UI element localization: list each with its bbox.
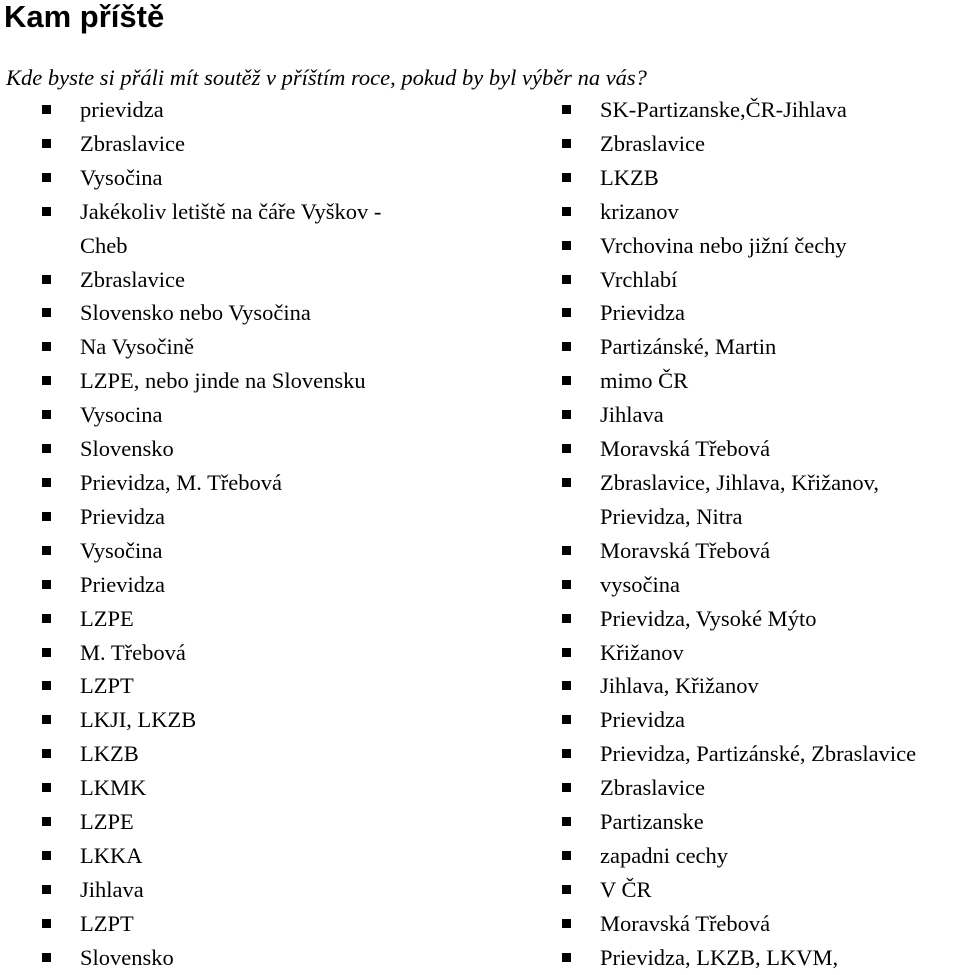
square-bullet-icon xyxy=(42,308,51,317)
square-bullet-icon xyxy=(562,953,571,962)
answer-item xyxy=(520,161,960,195)
square-bullet-icon xyxy=(562,715,571,724)
square-bullet-icon xyxy=(42,139,51,148)
square-bullet-icon xyxy=(42,715,51,724)
answer-text: Cheb xyxy=(80,232,128,258)
answer-text: Prievidza, M. Třebová xyxy=(80,469,283,495)
answer-item xyxy=(520,568,960,602)
square-bullet-icon xyxy=(42,478,51,487)
answer-text: Vysočina xyxy=(80,537,163,563)
square-bullet-icon xyxy=(42,376,51,385)
square-bullet-icon xyxy=(42,546,51,555)
answer-item xyxy=(520,127,960,161)
answer-item xyxy=(0,941,460,975)
answer-item xyxy=(520,703,960,737)
answers-list-left xyxy=(0,93,460,975)
answer-item xyxy=(0,500,460,534)
square-bullet-icon xyxy=(562,919,571,928)
square-bullet-icon xyxy=(42,817,51,826)
answer-text: LKKA xyxy=(80,842,143,868)
answer-item xyxy=(520,839,960,873)
square-bullet-icon xyxy=(562,614,571,623)
answer-text: Prievidza xyxy=(80,503,165,529)
answer-text: Prievidza xyxy=(600,300,685,326)
answer-item xyxy=(520,432,960,466)
answer-text: LZPT xyxy=(80,673,134,699)
answer-text: M. Třebová xyxy=(80,639,186,665)
square-bullet-icon xyxy=(562,241,571,250)
survey-question: Kde byste si přáli mít soutěž v příštím roce, pokud by byl výběr na vás? xyxy=(6,65,647,90)
answer-text: LKZB xyxy=(80,741,139,767)
answer-item xyxy=(520,364,960,398)
square-bullet-icon xyxy=(562,308,571,317)
square-bullet-icon xyxy=(42,342,51,351)
square-bullet-icon xyxy=(562,580,571,589)
answer-item xyxy=(0,127,460,161)
answer-text: Moravská Třebová xyxy=(600,910,771,936)
square-bullet-icon xyxy=(562,207,571,216)
answer-text: Prievidza, Vysoké Mýto xyxy=(600,605,817,631)
answer-text: Vysocina xyxy=(80,402,163,428)
answer-text: Prievidza xyxy=(80,571,165,597)
answer-item xyxy=(0,296,460,330)
square-bullet-icon xyxy=(42,173,51,182)
answer-item xyxy=(0,466,460,500)
answer-text: Prievidza, Nitra xyxy=(600,503,743,529)
answer-text: Jihlava xyxy=(600,402,664,428)
square-bullet-icon xyxy=(42,749,51,758)
answer-text: LZPE xyxy=(80,605,134,631)
answer-text: Slovensko xyxy=(80,944,174,970)
answer-item-continuation xyxy=(0,229,460,263)
answer-item xyxy=(520,93,960,127)
answer-text: Zbraslavice xyxy=(80,266,185,292)
answer-item xyxy=(520,771,960,805)
answer-item xyxy=(520,534,960,568)
square-bullet-icon xyxy=(562,783,571,792)
square-bullet-icon xyxy=(42,444,51,453)
answer-text: Zbraslavice xyxy=(80,130,185,156)
answer-item xyxy=(0,703,460,737)
answer-text: krizanov xyxy=(600,198,679,224)
answer-text: Zbraslavice xyxy=(600,130,705,156)
answer-text: Křižanov xyxy=(600,639,684,665)
answer-text: Partizanske xyxy=(600,809,704,835)
square-bullet-icon xyxy=(562,648,571,657)
answer-item xyxy=(520,466,960,500)
answer-text: Prievidza, Partizánské, Zbraslavice xyxy=(600,741,917,767)
answer-item xyxy=(520,195,960,229)
answer-text: Slovensko xyxy=(80,436,174,462)
answer-text: SK-Partizanske,ČR-Jihlava xyxy=(600,97,847,122)
square-bullet-icon xyxy=(42,851,51,860)
answer-item xyxy=(0,93,460,127)
square-bullet-icon xyxy=(42,953,51,962)
answer-item xyxy=(0,839,460,873)
square-bullet-icon xyxy=(562,885,571,894)
answer-item xyxy=(0,432,460,466)
answer-item xyxy=(0,364,460,398)
square-bullet-icon xyxy=(562,749,571,758)
square-bullet-icon xyxy=(562,478,571,487)
square-bullet-icon xyxy=(562,817,571,826)
answer-item xyxy=(0,737,460,771)
answer-item xyxy=(520,602,960,636)
square-bullet-icon xyxy=(42,207,51,216)
answer-text: vysočina xyxy=(600,571,680,597)
answer-text: prievidza xyxy=(80,97,164,122)
square-bullet-icon xyxy=(42,681,51,690)
answer-text: Jakékoliv letiště na čáře Vyškov - xyxy=(80,198,382,224)
answer-item xyxy=(0,669,460,703)
answer-item xyxy=(0,330,460,364)
answer-item xyxy=(520,873,960,907)
answer-text: Partizánské, Martin xyxy=(600,334,777,360)
answer-text: Vrchlabí xyxy=(600,266,678,292)
answer-text: Slovensko nebo Vysočina xyxy=(80,300,311,326)
answer-text: LZPT xyxy=(80,910,134,936)
answer-item xyxy=(0,907,460,941)
answer-text: Prievidza xyxy=(600,707,685,733)
answer-item xyxy=(520,669,960,703)
answer-text: Zbraslavice xyxy=(600,775,705,801)
square-bullet-icon xyxy=(42,580,51,589)
answer-text: LKJI, LKZB xyxy=(80,707,197,733)
square-bullet-icon xyxy=(42,410,51,419)
answer-item xyxy=(520,941,960,975)
answer-item xyxy=(0,568,460,602)
square-bullet-icon xyxy=(42,105,51,114)
answer-item xyxy=(520,263,960,297)
answer-item xyxy=(0,161,460,195)
answer-text: zapadni cechy xyxy=(600,842,729,868)
answer-item xyxy=(520,330,960,364)
answer-item xyxy=(520,907,960,941)
square-bullet-icon xyxy=(42,512,51,521)
answer-item xyxy=(520,398,960,432)
square-bullet-icon xyxy=(42,885,51,894)
answer-text: Moravská Třebová xyxy=(600,537,771,563)
square-bullet-icon xyxy=(562,139,571,148)
answer-item xyxy=(0,771,460,805)
answer-text: LZPE xyxy=(80,809,134,835)
answer-text: Vrchovina nebo jižní čechy xyxy=(600,232,847,258)
answer-item xyxy=(0,805,460,839)
answer-text: Vysočina xyxy=(80,164,163,190)
answers-list-right xyxy=(520,93,960,975)
square-bullet-icon xyxy=(562,444,571,453)
square-bullet-icon xyxy=(42,614,51,623)
square-bullet-icon xyxy=(562,173,571,182)
answer-item xyxy=(520,737,960,771)
answer-text: Zbraslavice, Jihlava, Křižanov, xyxy=(600,469,880,495)
square-bullet-icon xyxy=(42,783,51,792)
answer-text: Jihlava, Křižanov xyxy=(600,673,759,699)
square-bullet-icon xyxy=(562,681,571,690)
answer-item xyxy=(520,229,960,263)
answer-text: Jihlava xyxy=(80,876,144,902)
square-bullet-icon xyxy=(562,851,571,860)
square-bullet-icon xyxy=(42,275,51,284)
square-bullet-icon xyxy=(42,919,51,928)
answer-item xyxy=(0,602,460,636)
square-bullet-icon xyxy=(562,410,571,419)
answer-item xyxy=(0,195,460,229)
square-bullet-icon xyxy=(42,648,51,657)
answer-item xyxy=(0,398,460,432)
answer-text: LKZB xyxy=(600,164,659,190)
answer-item xyxy=(0,263,460,297)
square-bullet-icon xyxy=(562,105,571,114)
answer-text: Prievidza, LKZB, LKVM, xyxy=(600,944,839,970)
square-bullet-icon xyxy=(562,275,571,284)
page-title: Kam příště xyxy=(4,0,165,34)
square-bullet-icon xyxy=(562,376,571,385)
answer-text: LKMK xyxy=(80,775,147,801)
answer-item xyxy=(0,873,460,907)
square-bullet-icon xyxy=(562,546,571,555)
answer-item xyxy=(520,636,960,670)
answer-item xyxy=(0,534,460,568)
answer-text: LZPE, nebo jinde na Slovensku xyxy=(80,368,366,394)
answer-text: mimo ČR xyxy=(600,368,689,394)
square-bullet-icon xyxy=(562,342,571,351)
answer-text: V ČR xyxy=(600,876,652,902)
answer-item xyxy=(0,636,460,670)
answer-item xyxy=(520,805,960,839)
answer-item xyxy=(520,296,960,330)
answer-text: Na Vysočině xyxy=(80,334,194,360)
answer-text: Moravská Třebová xyxy=(600,436,771,462)
answer-item-continuation xyxy=(520,500,960,534)
